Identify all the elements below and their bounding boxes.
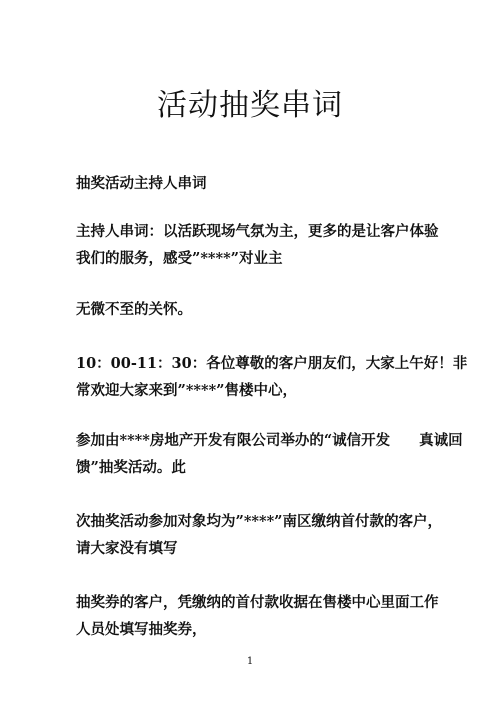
paragraph-4 [76, 350, 468, 404]
paragraph-3 [76, 296, 436, 323]
text-line: 10：00-11：30：各位尊敬的客户朋友们，大家上午好！非 [76, 355, 468, 372]
paragraph-7 [76, 589, 439, 643]
paragraph-6 [76, 508, 443, 562]
document-title: 活动抽奖串词 [157, 88, 343, 123]
page-number: 1 [246, 656, 254, 667]
text-line: 参加由****房地产开发有限公司举办的“诚信开发 真诚回 [76, 432, 463, 449]
text-line: 人员处填写抽奖券， [76, 621, 207, 638]
text-line: 次抽奖活动参加对象均为”****”南区缴纳首付款的客户， [76, 513, 443, 530]
text-line: 我们的服务，感受”****”对业主 [76, 250, 283, 267]
text-line: 常欢迎大家来到”****”售楼中心， [76, 382, 298, 399]
text-line: 主持人串词：以活跃现场气氛为主，更多的是让客户体验 [76, 223, 439, 240]
paragraph-2 [76, 218, 439, 272]
text-line: 请大家没有填写 [76, 540, 178, 557]
text-line: 无微不至的关怀。 [76, 301, 192, 318]
paragraph-1 [76, 170, 436, 197]
paragraph-5 [76, 427, 463, 481]
text-line: 馈”抽奖活动。此 [76, 459, 186, 476]
text-line: 抽奖活动主持人串词 [76, 175, 207, 192]
text-line: 抽奖券的客户，凭缴纳的首付款收据在售楼中心里面工作 [76, 594, 439, 611]
